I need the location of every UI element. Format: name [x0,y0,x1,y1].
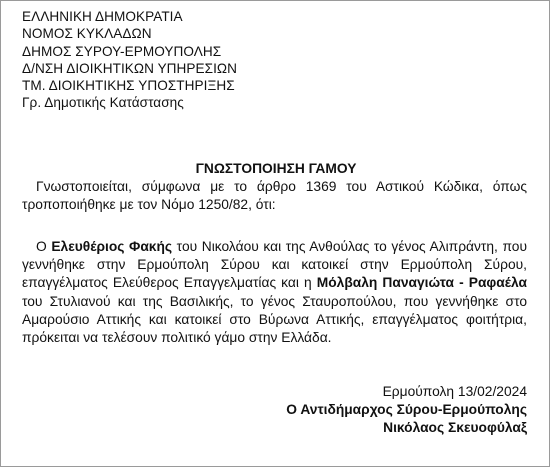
body-text-2: του Νικολάου και της Ανθούλας το γένος Αλιπράντη, που γεννήθηκε στην Ερμούπολη Σύρου και κατοικεί στην Ερμούπολη Σύρου, επαγγέλματος Ελεύθερος Επαγγελματίας και η [22,239,527,291]
bride-name: Μόλβαλη Παναγιώτα - Ραφαέλα [316,275,527,291]
signatory-role: Ο Αντιδήμαρχος Σύρου-Ερμούπολης [286,402,527,417]
groom-name: Ελευθέριος Φακής [51,239,173,254]
body-text-3: του Στυλιανού και της Βασιλικής, το γένος Σταυροπούλου, που γεννήθηκε στο Αμαρούσιο Αττικής και κατοικεί στο Βύρωνα Αττικής, επαγγέλματος φοιτήτρια, πρόκειται να τελέσουν πολιτικό γάμο στην Ελλάδα. [22,293,527,346]
header-line-office: Γρ. Δημοτικής Κατάστασης [22,95,184,111]
notice-intro: Γνωστοποιείται, σύμφωνα με το άρθρο 1369 του Αστικού Κώδικα, όπως τροποποιήθηκε με τον Νόμο 1250/82, ότι: [22,179,527,213]
header-line-prefecture: ΝΟΜΟΣ ΚΥΚΛΑΔΩΝ [22,26,152,42]
issuer-header [22,8,237,112]
place-and-date: Ερμούπολη 13/02/2024 [382,384,527,399]
header-line-republic: ΕΛΛΗΝΙΚΗ ΔΗΜΟΚΡΑΤΙΑ [22,9,183,24]
signatory-name: Νικόλαος Σκευοφύλαξ [383,420,527,435]
header-line-department: ΤΜ. ΔΙΟΙΚΗΤΙΚΗΣ ΥΠΟΣΤΗΡΙΞΗΣ [22,78,235,94]
notice-title: ΓΝΩΣΤΟΠΟΙΗΣΗ ΓΑΜΟΥ [195,161,357,176]
header-line-municipality: ΔΗΜΟΣ ΣΥΡΟΥ-ΕΡΜΟΥΠΟΛΗΣ [22,43,222,59]
notice-body [22,238,527,347]
header-line-directorate: Δ/ΝΣΗ ΔΙΟΙΚΗΤΙΚΩΝ ΥΠΗΡΕΣΙΩΝ [22,60,238,76]
body-text-1: Ο [36,239,52,254]
